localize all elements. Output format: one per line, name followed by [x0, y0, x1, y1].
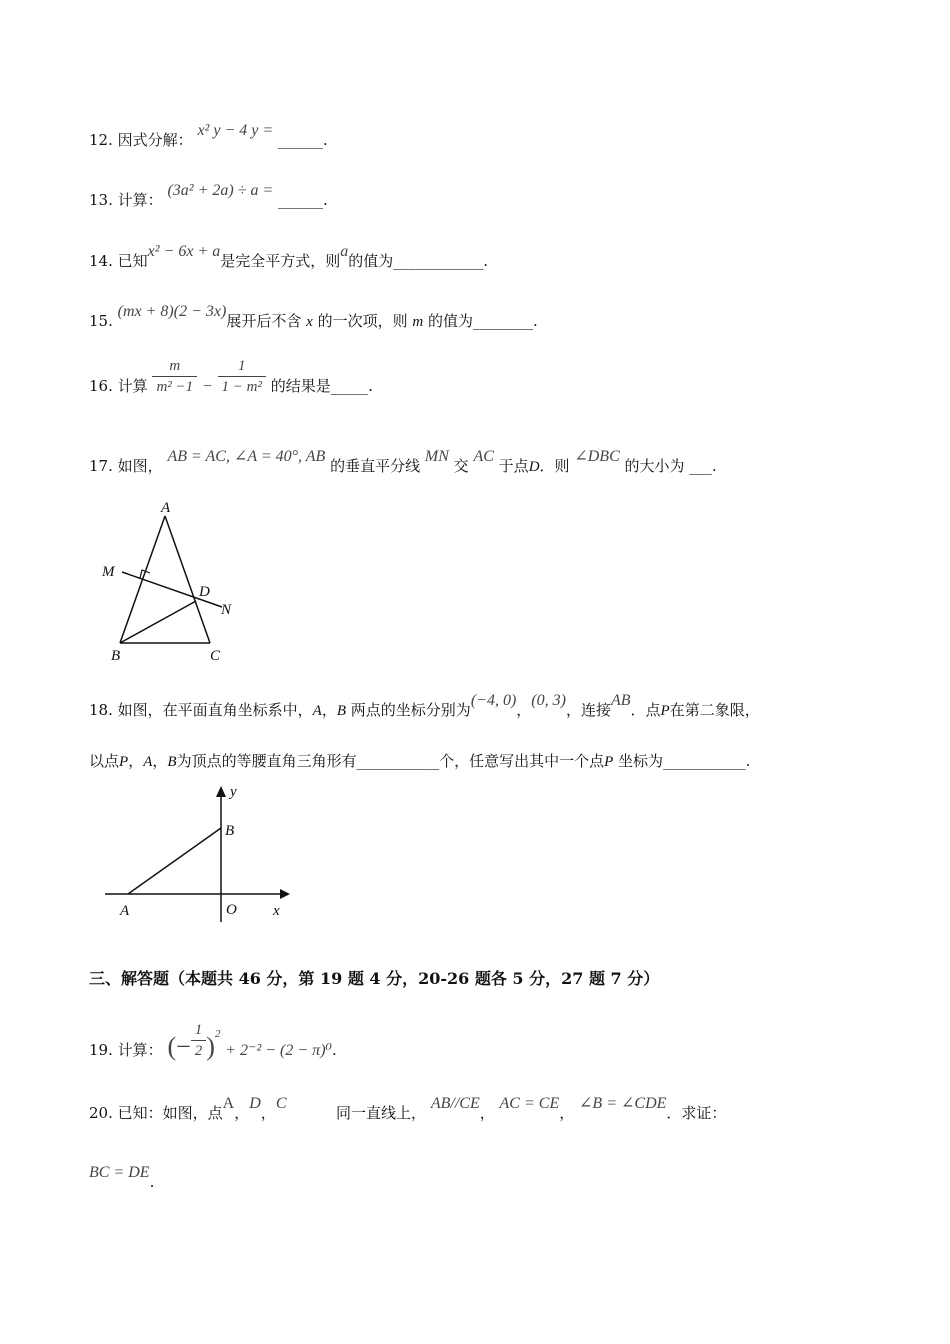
math-expression: AB [610, 692, 631, 709]
question-text: 计算： [117, 1041, 163, 1059]
question-text: 如图，在平面直角坐标系中， [117, 701, 313, 719]
x-axis-arrow [280, 889, 290, 899]
punctuation: ， [321, 701, 337, 719]
answer-blank: ___________ [356, 752, 440, 770]
math-expression: x² y − 4 y = [197, 122, 274, 139]
point-a: A [222, 1095, 235, 1112]
period: . [368, 377, 374, 395]
y-axis-arrow [216, 786, 226, 797]
label-b: B [111, 648, 121, 664]
question-text: 交 [453, 457, 469, 475]
question-number: 15. [89, 312, 113, 330]
answer-blank: ____________ [393, 252, 484, 270]
question-number: 16. [89, 377, 113, 395]
question-19 [89, 1020, 337, 1062]
answer-blank: ________ [473, 312, 533, 330]
question-17 [89, 448, 717, 477]
math-expression: ∠DBC [574, 448, 620, 465]
math-variable: B [167, 754, 177, 770]
question-text: 已知 [117, 252, 148, 270]
segment-bd [120, 601, 196, 643]
answer-blank: ___ [689, 457, 712, 475]
question-text: 的结果是 [270, 377, 331, 395]
question-text: 计算 [117, 377, 148, 395]
punctuation: ， [152, 752, 168, 770]
denominator: 1 − m² [221, 379, 262, 395]
question-text: 是完全平方式，则 [220, 252, 341, 270]
period: . [149, 1173, 155, 1191]
answer-blank: ______ [277, 131, 323, 149]
segment-ab [128, 828, 221, 894]
math-expression: AC [473, 448, 494, 465]
punctuation: ， [559, 1104, 575, 1122]
question-12 [89, 122, 328, 151]
question-number: 18. [89, 701, 113, 719]
label-m: M [102, 564, 115, 580]
math-variable: m [412, 314, 424, 330]
coordinate-b: (0, 3) [531, 692, 566, 709]
math-expression: (3a² + 2a) ÷ a = [167, 182, 274, 199]
label-n: N [221, 602, 232, 618]
question-text: 坐标为 [618, 752, 664, 770]
minus-sign: − [201, 378, 213, 395]
period: . [322, 131, 328, 149]
numerator: m [152, 356, 197, 377]
condition-angle: ∠B = ∠CDE [579, 1095, 667, 1112]
question-16 [89, 356, 373, 397]
label-a: A [120, 903, 130, 919]
question-text: 计算： [117, 191, 163, 209]
question-text: 为顶点的等腰直角三角形有 [176, 752, 357, 770]
question-text: ，连接 [565, 701, 611, 719]
math-expression: BC = DE [89, 1164, 150, 1181]
math-expression: + 2⁻² − (2 − π)⁰ [225, 1042, 332, 1059]
math-expression: AB = AC, ∠A = 40°, AB [167, 448, 326, 465]
numerator: 1 [191, 1020, 207, 1041]
coordinate-a: (−4, 0) [470, 692, 517, 709]
punctuation: ， [260, 1104, 276, 1122]
question-text: ．则 [539, 457, 570, 475]
fraction [218, 356, 266, 397]
exponent: 2 [214, 1028, 221, 1040]
fraction [191, 1020, 207, 1061]
question-text: ．求证： [666, 1104, 727, 1122]
condition-parallel: AB//CE [430, 1095, 480, 1112]
numerator: 1 [218, 356, 266, 377]
answer-blank: ___________ [663, 752, 746, 770]
math-expression: (mx + 8)(2 − 3x) [117, 303, 227, 320]
question-number: 20. [89, 1104, 113, 1122]
question-number: 17. [89, 457, 113, 475]
question-number: 13. [89, 191, 113, 209]
question-text: 如图， [117, 457, 163, 475]
question-text: 同一直线上， [336, 1104, 427, 1122]
point-c: C [275, 1095, 287, 1112]
period: . [483, 252, 489, 270]
section-heading [89, 969, 659, 989]
question-number: 14. [89, 252, 113, 270]
math-variable: P [604, 754, 614, 770]
question-text: 的值为 [427, 312, 473, 330]
math-variable: x [306, 314, 313, 330]
question-text: ．点 [630, 701, 661, 719]
question-text: 在第二象限， [669, 701, 760, 719]
answer-blank: _____ [330, 377, 369, 395]
question-text: 已知：如图，点 [117, 1104, 223, 1122]
question-18 [89, 692, 760, 721]
question-20 [89, 1095, 727, 1124]
label-y: y [230, 784, 237, 800]
condition-equal: AC = CE [499, 1095, 560, 1112]
punctuation: ， [234, 1104, 250, 1122]
point-d: D [249, 1095, 261, 1112]
math-variable: A [143, 754, 153, 770]
punctuation: ， [479, 1104, 495, 1122]
math-expression: x² − 6x + a [147, 243, 221, 260]
period: . [533, 312, 538, 330]
answer-blank: ______ [278, 191, 324, 209]
period: . [711, 457, 717, 475]
label-o: O [226, 902, 237, 918]
label-c: C [210, 648, 221, 664]
question-15 [89, 303, 538, 332]
right-paren: ) [206, 1032, 215, 1061]
question-18-line-2 [89, 751, 750, 772]
punctuation: ， [128, 752, 144, 770]
math-variable: D [528, 459, 540, 475]
math-variable: A [312, 703, 322, 719]
question-text: 两点的坐标分别为 [350, 701, 471, 719]
question-text: 以点 [89, 752, 120, 770]
left-paren: (− [167, 1032, 191, 1061]
period: . [331, 1041, 337, 1059]
label-d: D [199, 584, 210, 600]
label-a: A [161, 500, 171, 516]
question-text: 的值为 [348, 252, 394, 270]
period: . [323, 191, 328, 209]
section-title: 三、解答题（本题共 46 分，第 19 题 4 分，20-26 题各 5 分，27 题 7 分） [89, 969, 660, 988]
question-text: 的垂直平分线 [330, 457, 421, 475]
fraction [152, 356, 197, 397]
math-expression: MN [424, 448, 449, 465]
question-text: 的大小为 [624, 457, 685, 475]
coordinate-figure [95, 780, 300, 925]
question-number: 19. [89, 1041, 113, 1059]
question-text: 展开后不含 [226, 312, 302, 330]
math-variable: P [660, 703, 670, 719]
question-number: 12. [89, 131, 113, 149]
math-variable: B [336, 703, 347, 719]
question-text: 因式分解： [117, 131, 193, 149]
question-text: 个，任意写出其中一个点 [439, 752, 605, 770]
denominator: 2 [194, 1043, 203, 1059]
question-text: 于点 [498, 457, 529, 475]
punctuation: ， [516, 701, 532, 719]
question-20-conclusion [89, 1164, 155, 1193]
math-variable: a [340, 243, 349, 260]
denominator: m² −1 [156, 379, 194, 395]
side-ac [165, 516, 210, 643]
question-text: 的一次项，则 [317, 312, 408, 330]
math-variable: P [119, 754, 129, 770]
triangle-figure [95, 495, 245, 670]
question-14 [89, 243, 489, 272]
label-b: B [225, 823, 235, 839]
label-x: x [273, 903, 280, 919]
question-13 [89, 182, 328, 211]
period: . [745, 752, 751, 770]
